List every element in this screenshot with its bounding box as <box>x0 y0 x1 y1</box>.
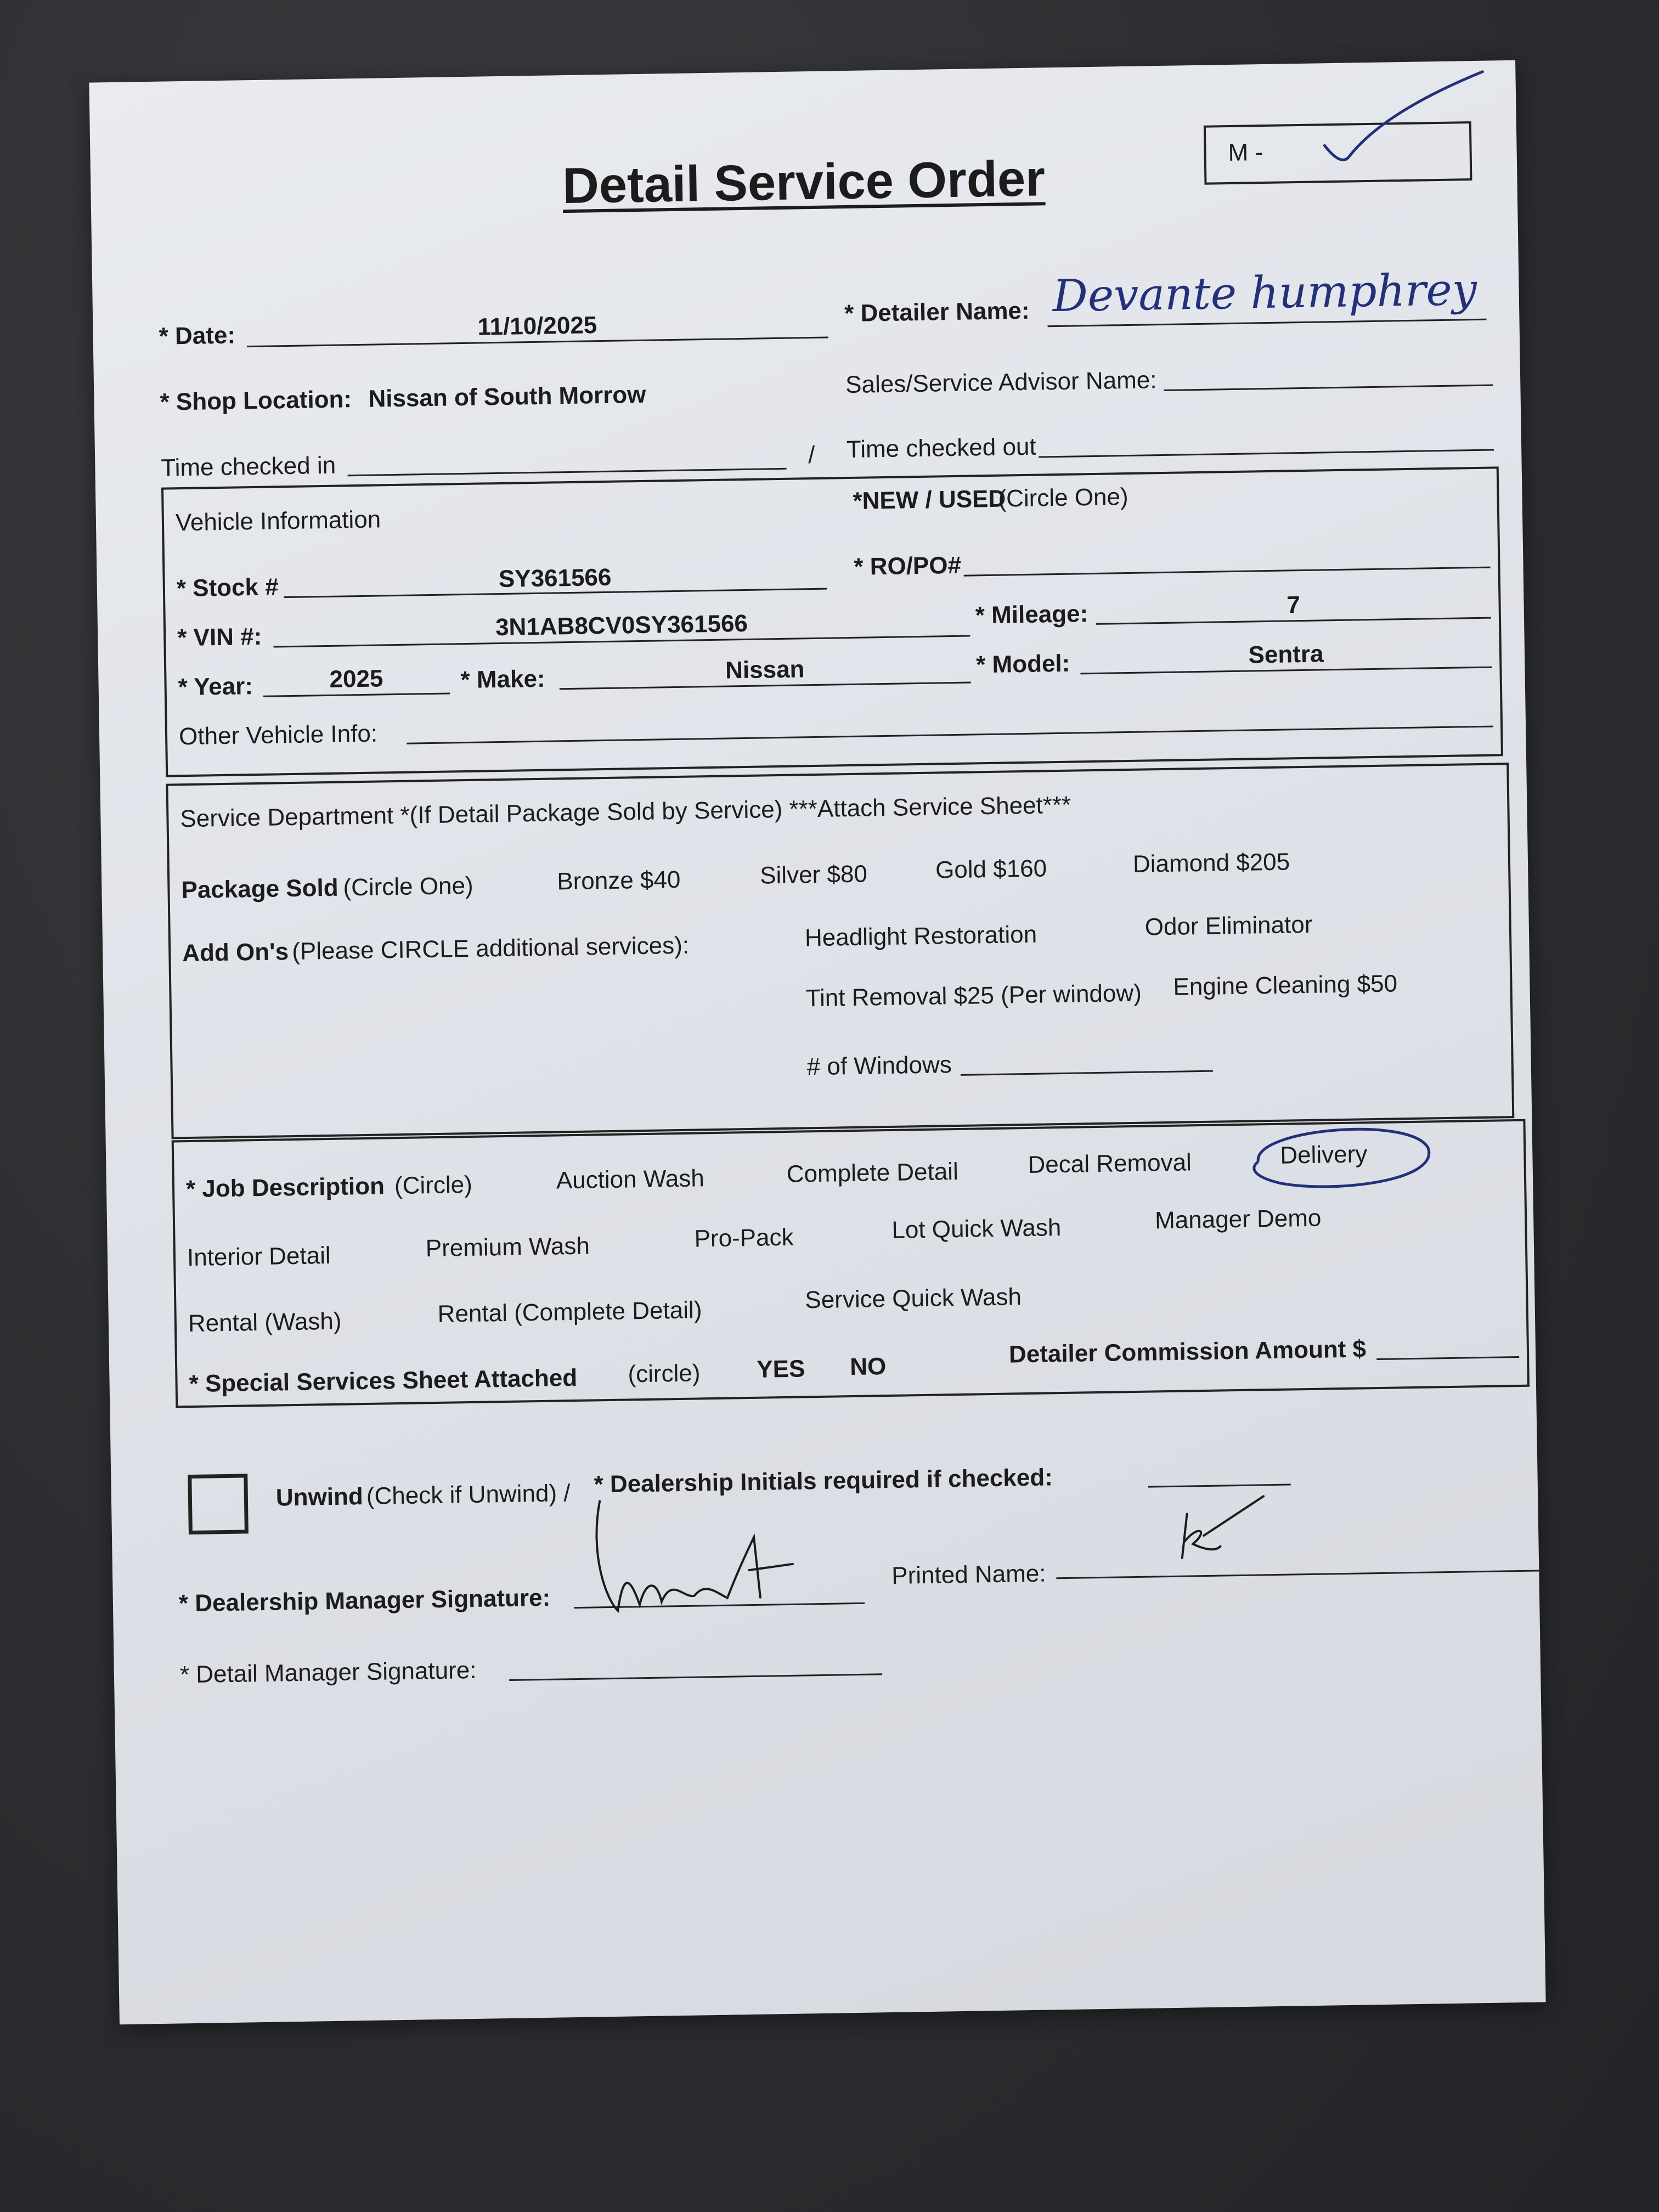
job-manager-demo[interactable]: Manager Demo <box>1154 1204 1322 1234</box>
job-description-hint: (Circle) <box>394 1171 473 1200</box>
package-gold[interactable]: Gold $160 <box>935 855 1047 884</box>
job-description-label: * Job Description <box>185 1172 385 1203</box>
addon-engine-cleaning[interactable]: Engine Cleaning $50 <box>1173 970 1398 1001</box>
year-value[interactable]: 2025 <box>329 665 383 693</box>
unwind-checkbox[interactable] <box>188 1474 249 1534</box>
form-title: Detail Service Order <box>562 150 1046 215</box>
commission-label: Detailer Commission Amount $ <box>1008 1335 1367 1368</box>
service-header: Service Department *(If Detail Package Sold by Service) ***Attach Service Sheet*** <box>180 791 1071 833</box>
special-services-yes[interactable]: YES <box>756 1355 805 1383</box>
date-value[interactable]: 11/10/2025 <box>477 312 597 341</box>
m-box-checkmark <box>1318 60 1539 184</box>
job-auction-wash[interactable]: Auction Wash <box>556 1165 705 1194</box>
job-interior-detail[interactable]: Interior Detail <box>187 1242 331 1272</box>
job-rental-wash[interactable]: Rental (Wash) <box>188 1307 342 1338</box>
vin-label: * VIN #: <box>177 623 262 652</box>
special-services-no[interactable]: NO <box>849 1353 887 1381</box>
time-in-label: Time checked in <box>161 452 336 482</box>
job-lot-quick-wash[interactable]: Lot Quick Wash <box>891 1214 1062 1244</box>
printed-name-label: Printed Name: <box>891 1560 1046 1589</box>
date-label: * Date: <box>159 321 236 350</box>
new-used-hint: (Circle One) <box>998 483 1128 512</box>
package-diamond[interactable]: Diamond $205 <box>1132 848 1290 878</box>
shop-location-label: * Shop Location: <box>160 386 352 416</box>
mileage-value[interactable]: 7 <box>1286 591 1301 619</box>
time-out-label: Time checked out <box>846 433 1037 464</box>
other-vehicle-info-label: Other Vehicle Info: <box>178 720 378 751</box>
time-slash: / <box>808 441 815 469</box>
detailer-name-label: * Detailer Name: <box>844 297 1030 328</box>
make-label: * Make: <box>460 665 545 694</box>
vehicle-info-label: Vehicle Information <box>175 506 381 537</box>
printed-name-initial-mark <box>1154 1491 1276 1569</box>
windows-label: # of Windows <box>806 1051 952 1081</box>
detailer-name-value[interactable]: Devante humphrey <box>1052 263 1477 322</box>
ro-po-label: * RO/PO# <box>854 551 962 580</box>
new-used-label: *NEW / USED <box>853 485 1006 515</box>
vin-value[interactable]: 3N1AB8CV0SY361566 <box>495 610 748 641</box>
stock-label: * Stock # <box>176 573 279 602</box>
model-value[interactable]: Sentra <box>1248 640 1324 669</box>
year-label: * Year: <box>178 673 253 701</box>
job-delivery[interactable]: Delivery <box>1279 1141 1368 1169</box>
job-decal-removal[interactable]: Decal Removal <box>1028 1149 1192 1178</box>
dealership-initials-label: * Dealership Initials required if checked: <box>594 1464 1053 1498</box>
addon-odor-eliminator[interactable]: Odor Eliminator <box>1144 911 1313 941</box>
special-services-hint: (circle) <box>628 1359 701 1388</box>
job-pro-pack[interactable]: Pro-Pack <box>694 1223 794 1252</box>
package-sold-label: Package Sold <box>181 874 338 904</box>
advisor-name-label: Sales/Service Advisor Name: <box>845 366 1157 399</box>
m-box-label: M - <box>1228 139 1263 167</box>
package-silver[interactable]: Silver $80 <box>759 860 868 889</box>
unwind-hint: (Check if Unwind) / <box>366 1480 571 1510</box>
model-label: * Model: <box>975 650 1070 679</box>
package-bronze[interactable]: Bronze $40 <box>556 866 681 895</box>
job-premium-wash[interactable]: Premium Wash <box>425 1232 590 1262</box>
stock-value[interactable]: SY361566 <box>498 563 612 593</box>
detail-manager-signature-label: * Detail Manager Signature: <box>179 1656 477 1689</box>
job-rental-complete-detail[interactable]: Rental (Complete Detail) <box>437 1296 702 1328</box>
make-value[interactable]: Nissan <box>725 656 805 684</box>
dealership-manager-signature-label: * Dealership Manager Signature: <box>178 1584 551 1617</box>
job-service-quick-wash[interactable]: Service Quick Wash <box>804 1283 1022 1314</box>
shop-location-value: Nissan of South Morrow <box>368 381 646 413</box>
unwind-label: Unwind <box>275 1483 364 1511</box>
delivery-circle-mark <box>1235 1115 1445 1206</box>
dealership-manager-signature <box>583 1487 827 1633</box>
addon-tint-removal[interactable]: Tint Removal $25 (Per window) <box>805 979 1142 1012</box>
mileage-label: * Mileage: <box>975 600 1088 629</box>
special-services-label: * Special Services Sheet Attached <box>189 1364 578 1398</box>
add-ons-hint: (Please CIRCLE additional services): <box>291 932 690 966</box>
service-order-sheet <box>89 60 1545 2024</box>
addon-headlight-restoration[interactable]: Headlight Restoration <box>804 921 1037 952</box>
add-ons-label: Add On's <box>182 938 289 967</box>
job-complete-detail[interactable]: Complete Detail <box>786 1158 959 1188</box>
package-sold-hint: (Circle One) <box>343 872 473 901</box>
